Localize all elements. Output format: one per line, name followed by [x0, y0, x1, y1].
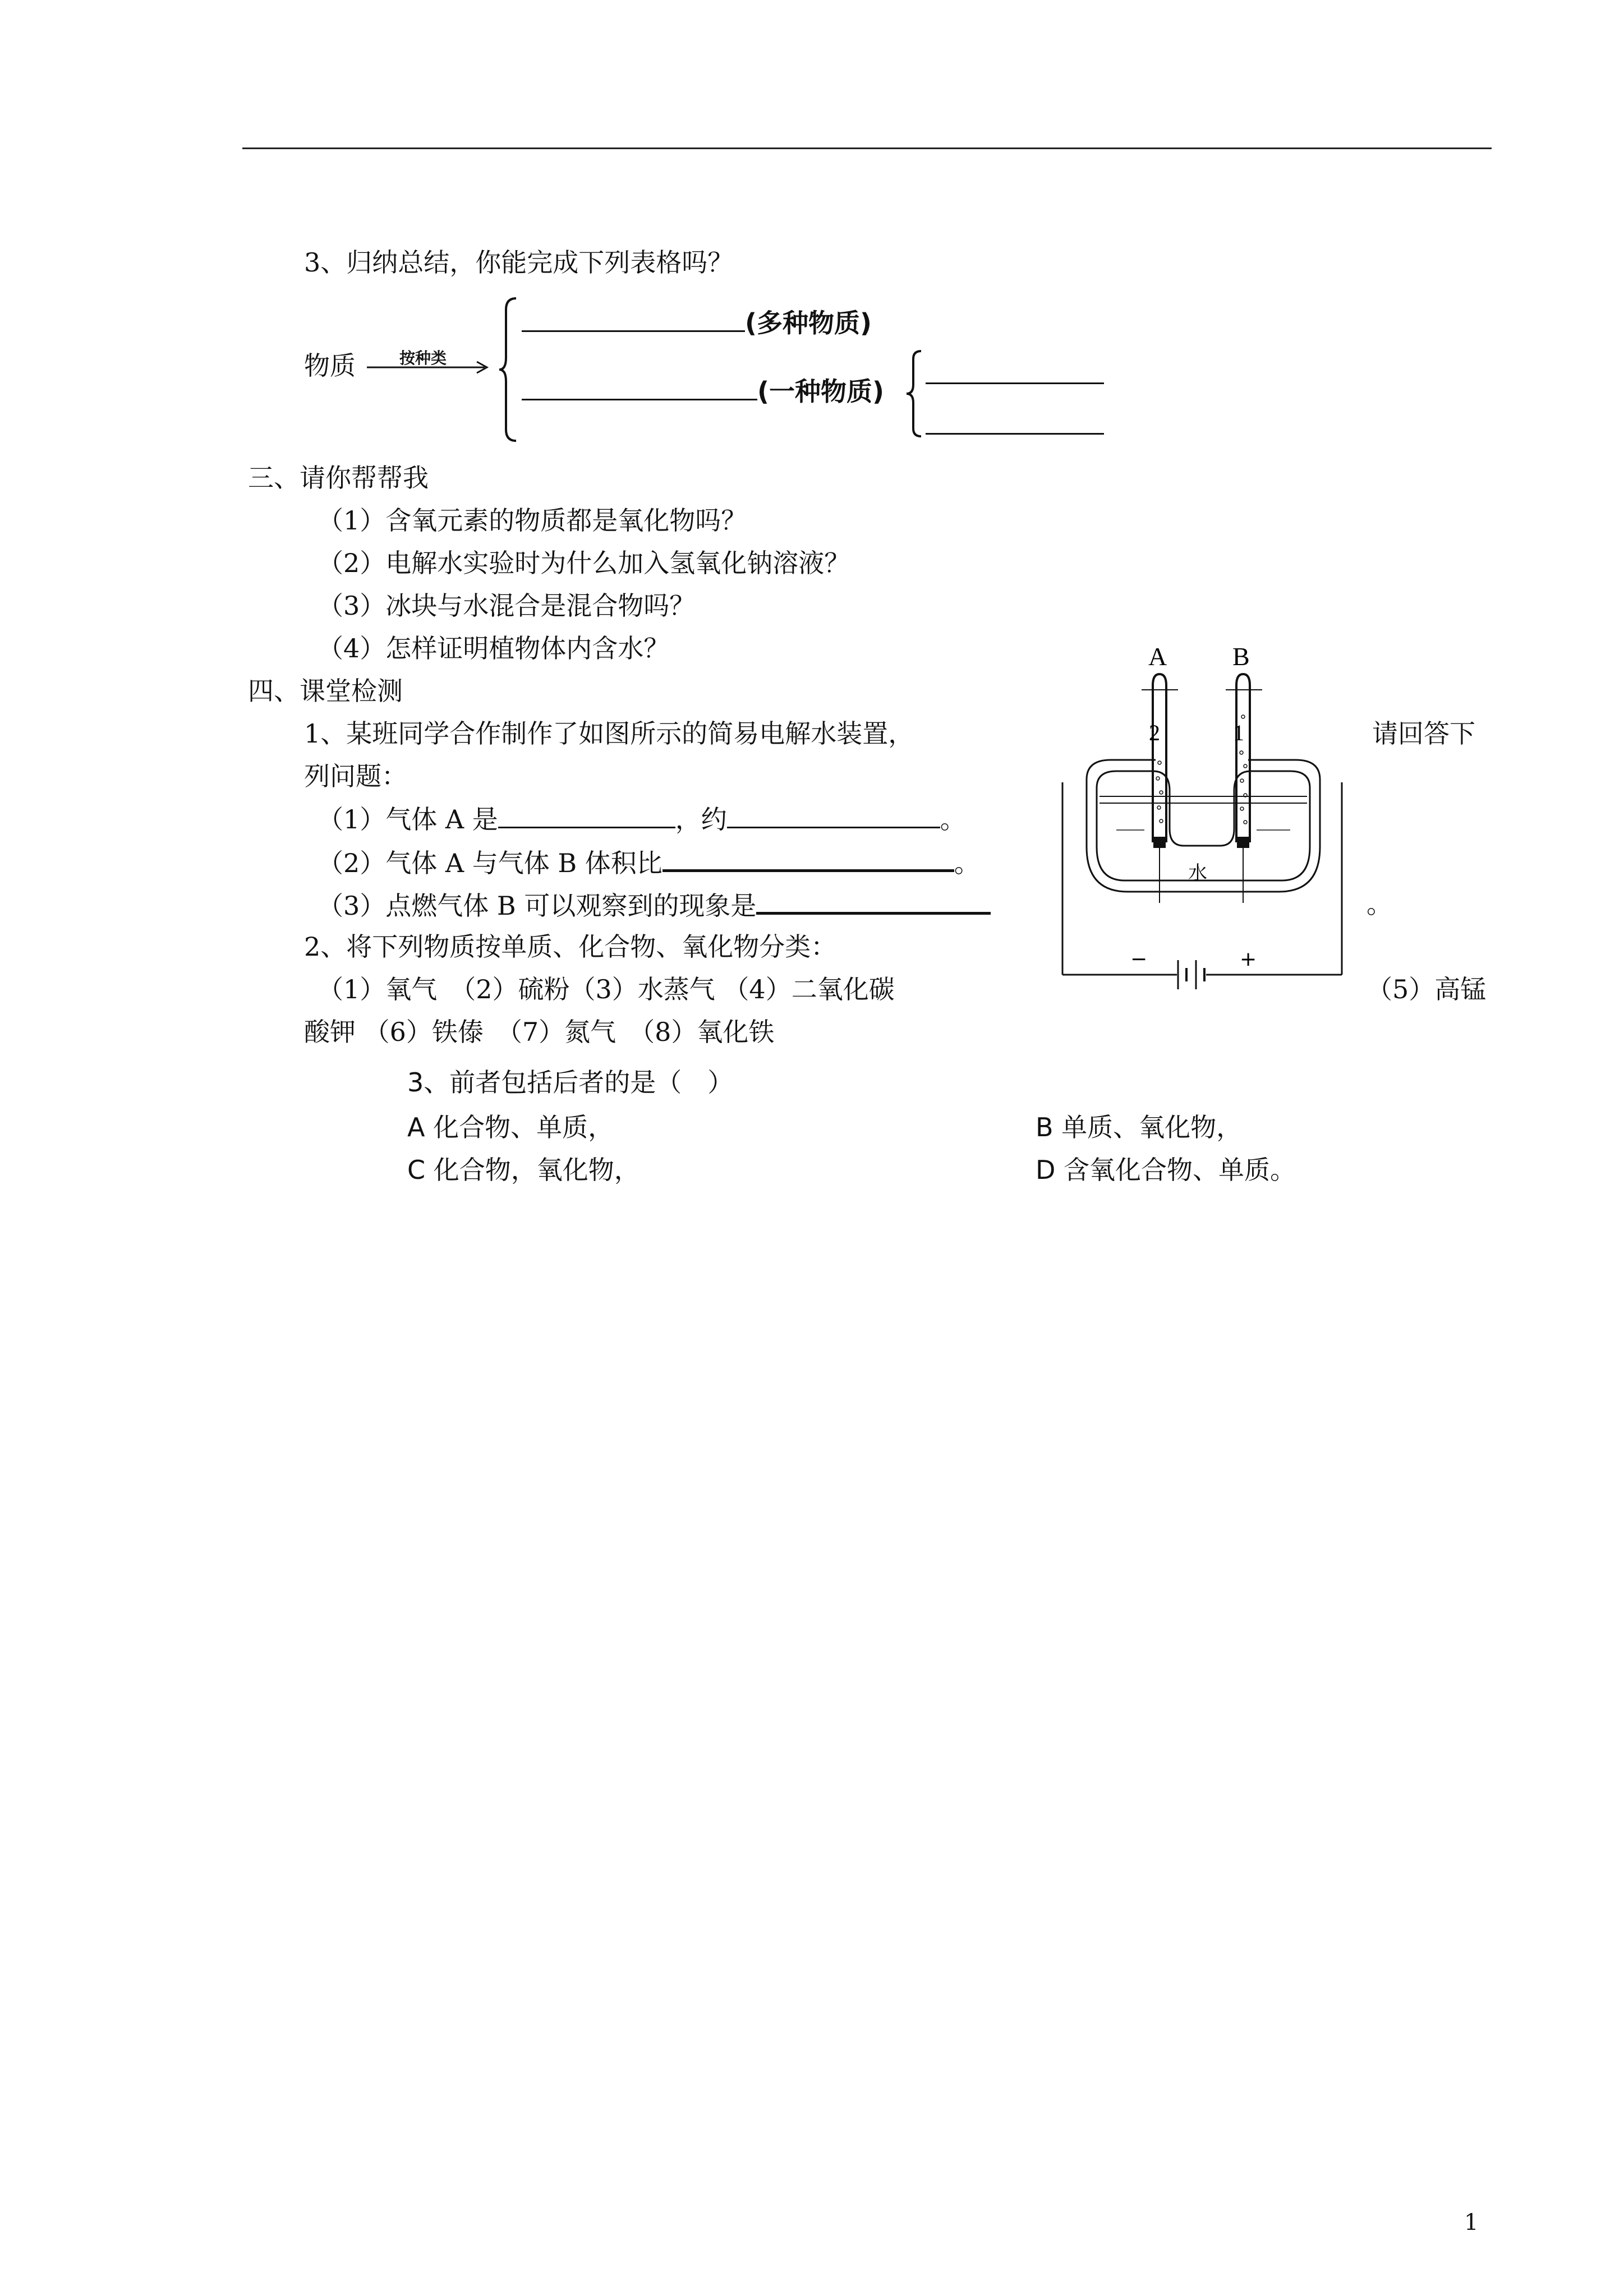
water-label: 水 — [1188, 862, 1207, 884]
check-q2: （2）气体 A 与气体 B 体积比 。 — [318, 845, 980, 880]
check-p1-c: 列问题： — [304, 761, 407, 791]
check-items-b: （5）高锰 — [1367, 974, 1487, 1004]
matter-label: 物质 — [304, 351, 356, 381]
classification-arrow — [366, 359, 495, 376]
figure-label-a: A — [1148, 642, 1167, 671]
check-heading: 四、课堂检测 — [248, 676, 403, 706]
plus-sign: + — [1240, 948, 1257, 971]
phenomenon-blank[interactable] — [756, 887, 991, 915]
header-rule — [242, 147, 1492, 149]
check-p2: 2、将下列物质按单质、化合物、氧化物分类： — [304, 932, 837, 962]
pure-subblank-2[interactable] — [926, 433, 1104, 435]
check-items-c: 酸钾 （6）铁傣 （7）氮气 （8）氧化铁 — [304, 1017, 775, 1047]
check-p3: 3、前者包括后者的是（ ） — [407, 1067, 734, 1098]
big-brace — [497, 296, 519, 443]
small-brace — [904, 349, 923, 439]
volume-ratio-blank[interactable] — [663, 845, 954, 872]
minus-sign: − — [1130, 948, 1148, 971]
check-p1-b: 请回答下 — [1372, 718, 1475, 749]
option-b: B 单质、氧化物， — [1036, 1112, 1243, 1142]
figure-label-b: B — [1232, 642, 1250, 671]
mixture-blank[interactable] — [522, 306, 745, 332]
mixture-label: (多种物质) — [745, 308, 872, 338]
check-items-a: （1）氧气 （2）硫粉（3）水蒸气 （4）二氧化碳 — [318, 974, 895, 1004]
tube-b-label: 1 — [1233, 720, 1244, 745]
check-q3-end: 。 — [1367, 889, 1392, 919]
pure-blank[interactable] — [522, 374, 757, 400]
option-c: C 化合物，氧化物， — [407, 1155, 640, 1185]
check-q3: （3）点燃气体 B 可以观察到的现象是 — [318, 887, 991, 923]
help-q4: （4）怎样证明植物体内含水？ — [318, 633, 670, 663]
arrow-label: 按种类 — [399, 349, 447, 367]
help-q2: （2）电解水实验时为什么加入氢氧化钠溶液？ — [318, 548, 850, 578]
help-heading: 三、请你帮帮我 — [248, 463, 429, 493]
help-q1: （1）含氧元素的物质都是氧化物吗？ — [318, 505, 747, 536]
help-q3: （3）冰块与水混合是混合物吗？ — [318, 591, 696, 621]
electrolysis-figure — [1055, 634, 1346, 998]
option-a: A 化合物、单质， — [407, 1112, 614, 1142]
section-3-title: 3、归纳总结，你能完成下列表格吗？ — [304, 247, 734, 278]
gas-a-volume-blank[interactable] — [727, 802, 940, 828]
check-q1: （1）气体 A 是 ，约 。 — [318, 802, 966, 836]
option-d: D 含氧化合物、单质。 — [1036, 1155, 1296, 1185]
pure-label: (一种物质) — [757, 376, 885, 407]
tube-a-label: 2 — [1149, 720, 1160, 745]
page-number: 1 — [1464, 2210, 1479, 2235]
gas-a-blank[interactable] — [498, 802, 675, 828]
check-p1-a: 1、某班同学合作制作了如图所示的简易电解水装置， — [304, 718, 914, 749]
pure-subblank-1[interactable] — [926, 382, 1104, 384]
